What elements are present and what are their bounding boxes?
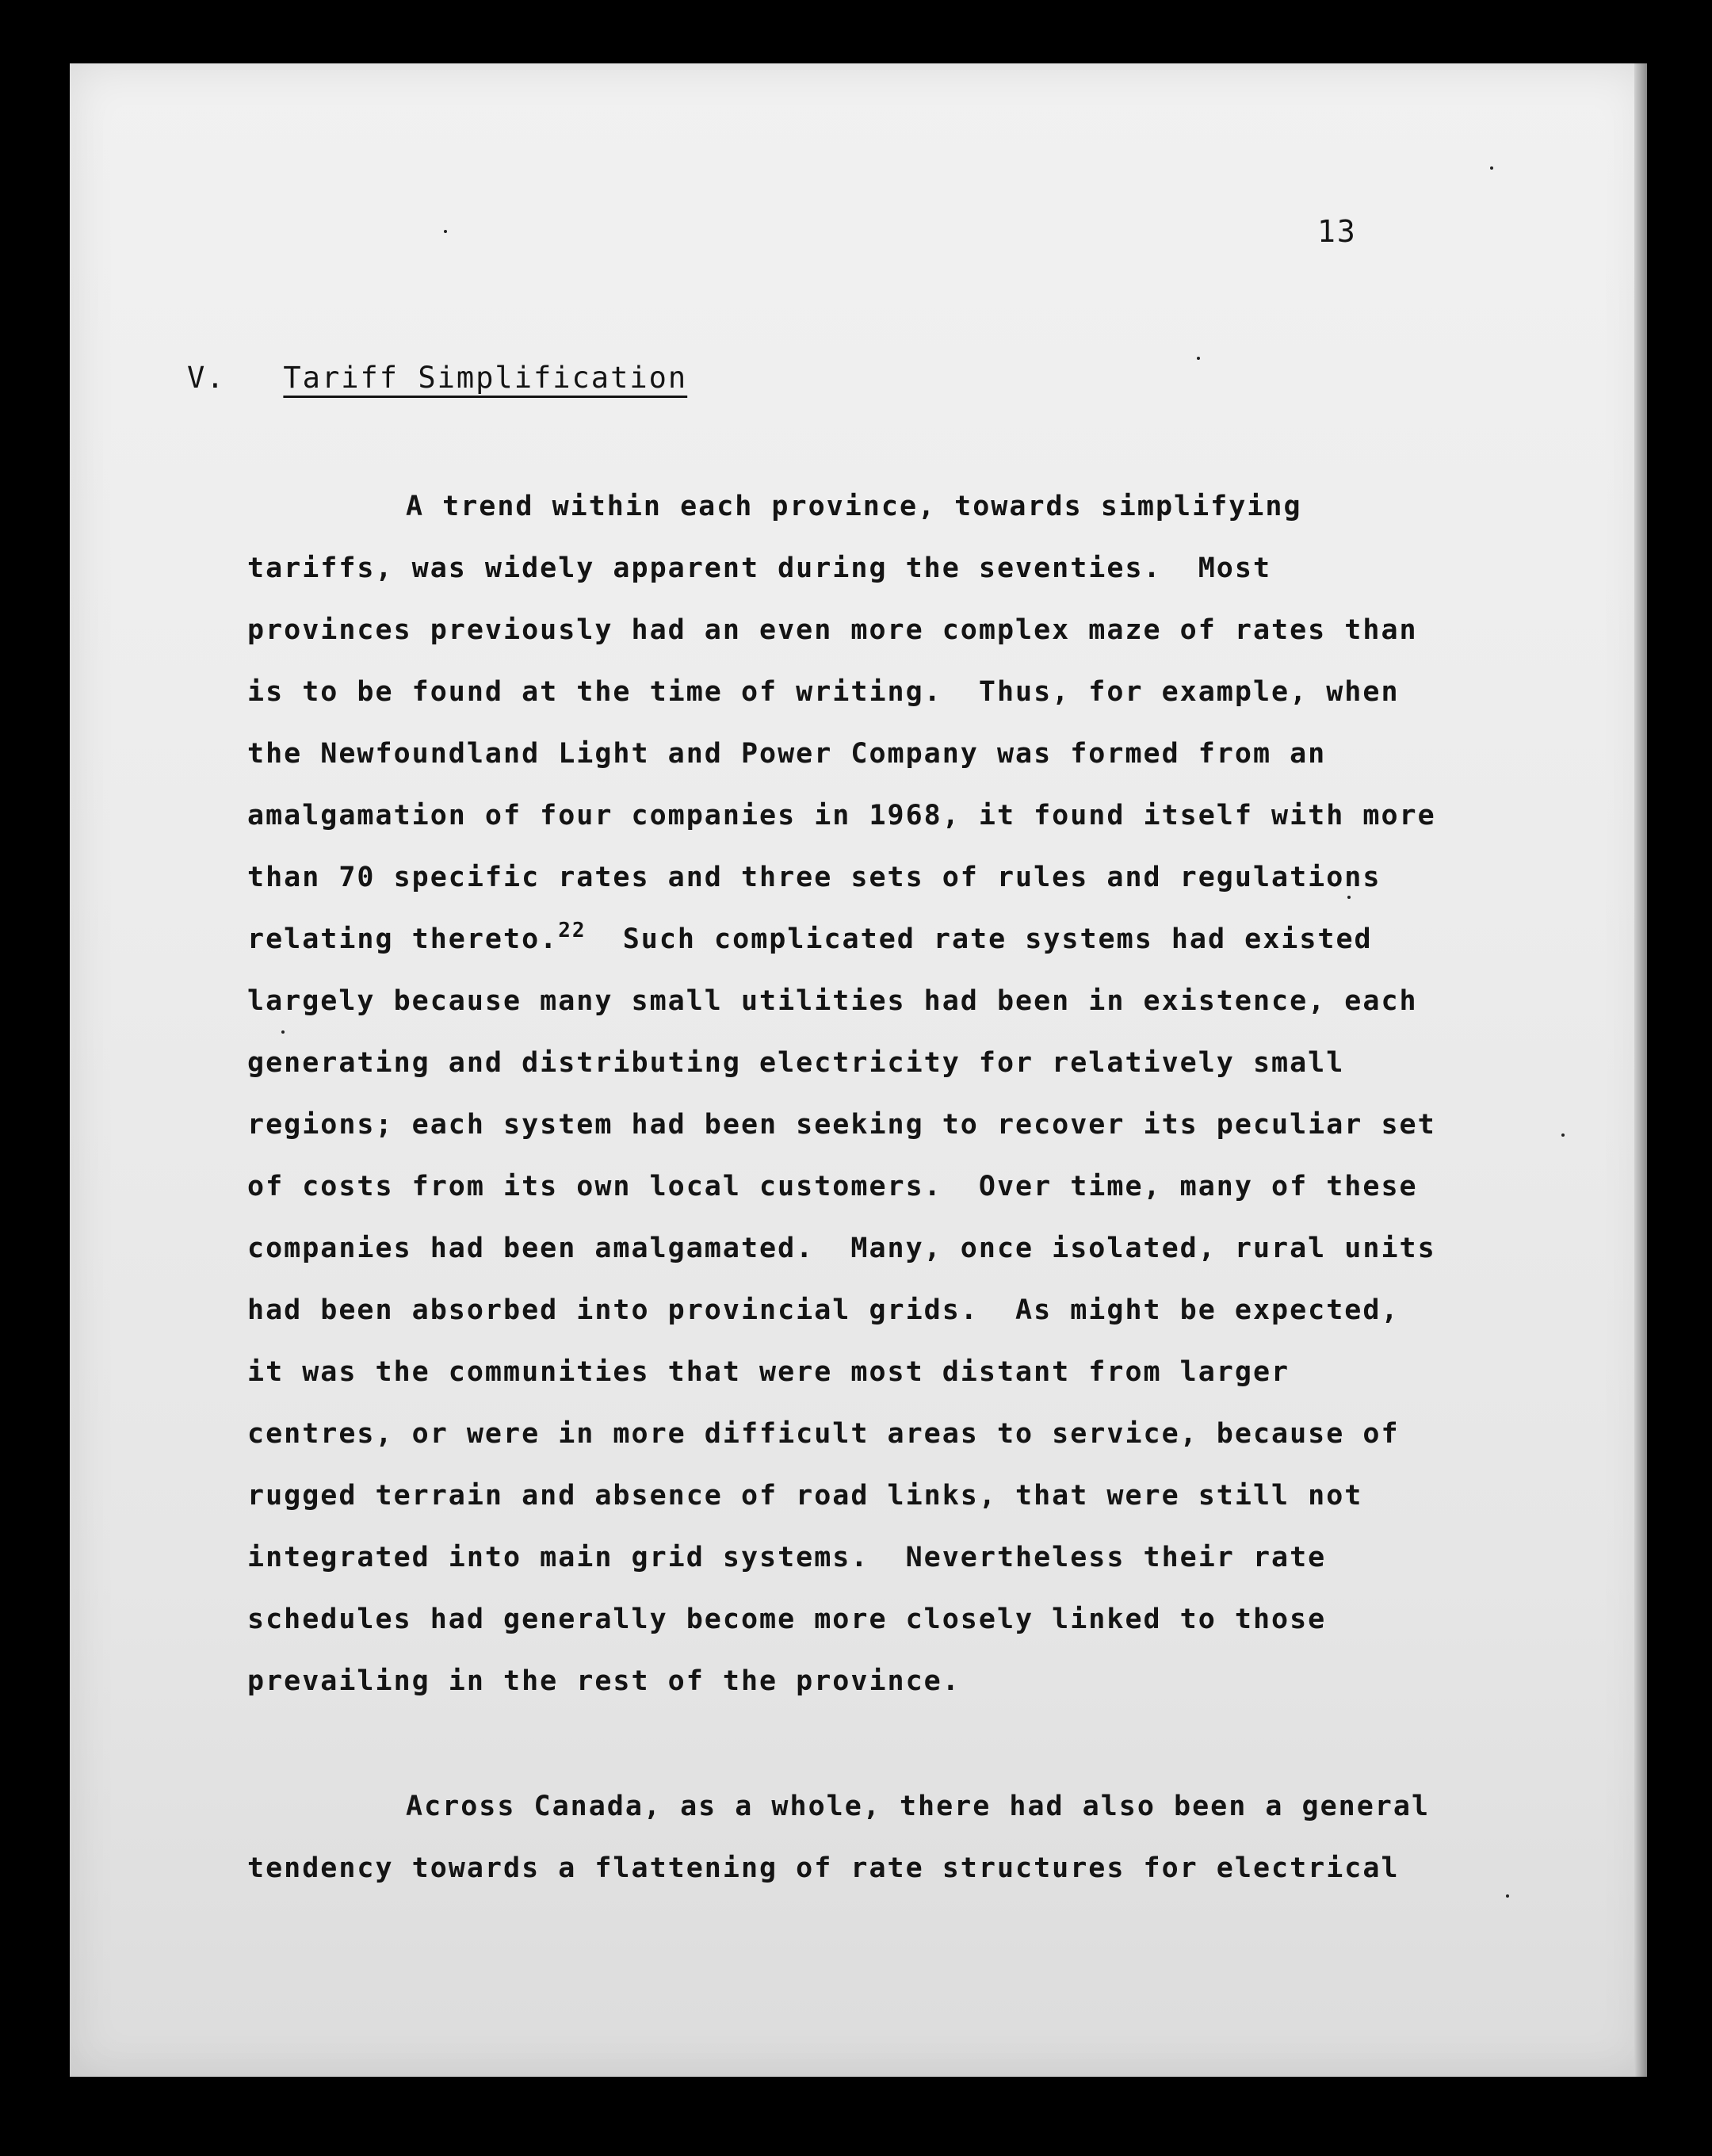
scan-speck (1561, 1133, 1565, 1137)
scan-speck (1506, 1894, 1509, 1898)
text-line: the Newfoundland Light and Power Company was formed from an (247, 738, 1327, 770)
scan-speck (444, 230, 447, 233)
text-line: Across Canada, as a whole, there had also been a general (406, 1791, 1431, 1822)
text-line: prevailing in the rest of the province. (247, 1665, 961, 1697)
text-line-with-footnote (247, 908, 1515, 970)
text-line: had been absorbed into provincial grids. As might be expected, (247, 1294, 1400, 1326)
text-line: tendency towards a flattening of rate structures for electrical (247, 1852, 1400, 1884)
text-line: largely because many small utilities had been in existence, each (247, 985, 1418, 1017)
text-line: centres, or were in more difficult areas to service, because of (247, 1418, 1400, 1450)
text-line: of costs from its own local customers. Over time, many of these (247, 1171, 1418, 1202)
text-line: than 70 specific rates and three sets of rules and regulations (247, 862, 1381, 893)
text-line: integrated into main grid systems. Nevertheless their rate (247, 1542, 1327, 1573)
text-line: companies had been amalgamated. Many, once isolated, rural units (247, 1233, 1436, 1264)
scan-speck (1490, 166, 1493, 170)
footnote-reference: 22 (558, 919, 587, 942)
paragraph-canada-tendency (247, 1776, 1515, 1899)
text-line: amalgamation of four companies in 1968, it found itself with more (247, 800, 1436, 831)
text-line: tariffs, was widely apparent during the seventies. Most (247, 552, 1272, 584)
page-edge-shadow (1634, 63, 1647, 2077)
section-numeral: V. (187, 361, 226, 395)
scan-speck (1197, 357, 1200, 360)
text-line: A trend within each province, towards simplifying (406, 491, 1302, 522)
paragraph-tariff-trend (247, 476, 1515, 1712)
text-line: regions; each system had been seeking to recover its peculiar set (247, 1109, 1436, 1141)
text-line: it was the communities that were most distant from larger (247, 1356, 1290, 1388)
page-number: 13 (1317, 214, 1357, 249)
text-line: rugged terrain and absence of road links, that were still not (247, 1480, 1363, 1512)
section-heading (187, 361, 687, 395)
section-title: Tariff Simplification (283, 361, 688, 395)
text-line: generating and distributing electricity for relatively small (247, 1047, 1345, 1079)
text-line: provinces previously had an even more complex maze of rates than (247, 614, 1418, 646)
scan-speck (281, 1030, 285, 1034)
text-line: is to be found at the time of writing. Thus, for example, when (247, 676, 1400, 708)
text-fragment: Such complicated rate systems had existed (586, 923, 1373, 955)
text-line: schedules had generally become more closely linked to those (247, 1604, 1327, 1635)
scan-speck (1347, 896, 1351, 899)
text-fragment: relating thereto. (247, 923, 559, 955)
